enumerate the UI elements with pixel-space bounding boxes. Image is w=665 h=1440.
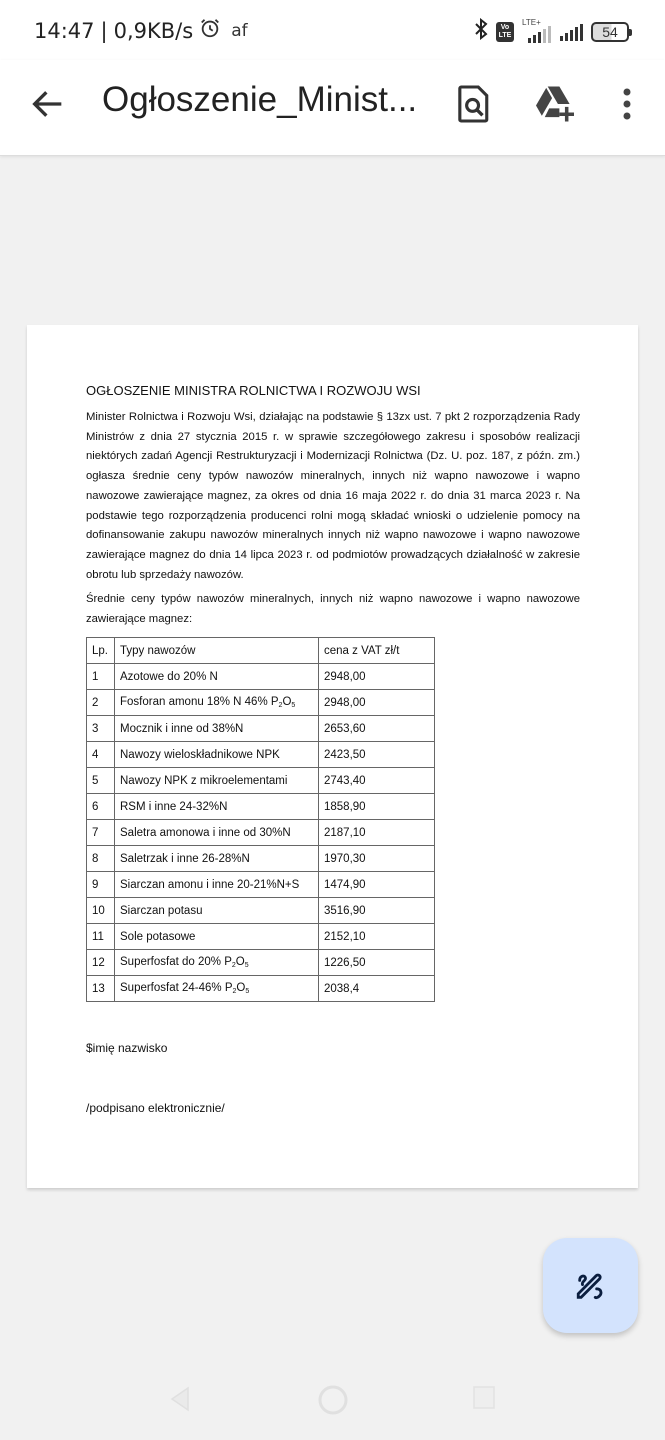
cell-price: 2187,10: [319, 820, 435, 846]
volte-icon: Vo LTE: [496, 22, 514, 42]
cell-price: 1226,50: [319, 950, 435, 976]
document-heading: OGŁOSZENIE MINISTRA ROLNICTWA I ROZWOJU WSI: [86, 383, 421, 398]
cell-type-text: Azotowe do 20% N: [120, 670, 218, 683]
drive-add-icon: [534, 85, 576, 123]
document-page[interactable]: [27, 325, 638, 1188]
cell-lp: 7: [87, 820, 115, 846]
cell-type-text: Fosforan amonu 18% N 46% P: [120, 696, 279, 708]
document-title: Ogłoszenie_Minist...: [102, 80, 418, 119]
cell-type: Superfosfat do 20% $P_2O_5$: [115, 950, 319, 976]
cell-type-text: Siarczan potasu: [120, 904, 203, 917]
lte-label: LTE+: [522, 17, 541, 27]
cell-type-text: Superfosfat 24-46% P: [120, 982, 233, 994]
cell-type-text: Saletra amonowa i inne od 30%N: [120, 826, 291, 839]
network-speed: 0,9KB/s: [113, 18, 194, 43]
document-search-icon: [457, 84, 491, 124]
cell-type-text: RSM i inne 24-32%N: [120, 800, 228, 813]
table-row: [87, 820, 435, 846]
cell-type: [115, 820, 319, 846]
cell-lp: 4: [87, 742, 115, 768]
cell-type: [115, 768, 319, 794]
table-row: [87, 716, 435, 742]
table-row: [87, 768, 435, 794]
cell-price: 1474,90: [319, 872, 435, 898]
header-type: Typy nawozów: [115, 638, 319, 664]
signal-sim2-icon: [560, 23, 583, 41]
back-button[interactable]: [28, 84, 68, 124]
table-row: [87, 898, 435, 924]
table-row: [87, 872, 435, 898]
cell-type: [115, 898, 319, 924]
cell-price: 1970,30: [319, 846, 435, 872]
table-header-row: [87, 638, 435, 664]
arrow-left-icon: [28, 84, 68, 124]
nav-recents-icon: [472, 1385, 496, 1411]
table-row: [87, 742, 435, 768]
cell-type-text: Saletrzak i inne 26-28%N: [120, 852, 250, 865]
signature-note: /podpisano elektronicznie/: [86, 1101, 225, 1115]
cell-type-text: Nawozy wieloskładnikowe NPK: [120, 748, 280, 761]
cell-lp: 9: [87, 872, 115, 898]
status-bar: [0, 0, 665, 60]
cell-lp: 3: [87, 716, 115, 742]
cell-type: [115, 872, 319, 898]
cell-price: 2948,00: [319, 690, 435, 716]
find-in-document-button[interactable]: [452, 82, 496, 126]
cell-lp: 12: [87, 950, 115, 976]
header-lp: Lp.: [87, 638, 115, 664]
cell-type: [115, 846, 319, 872]
table-row: [87, 690, 435, 716]
cell-type-text: Superfosfat do 20% P: [120, 956, 232, 968]
status-separator: |: [100, 18, 108, 43]
cell-price: 2653,60: [319, 716, 435, 742]
cell-type: Fosforan amonu 18% N 46% $P_2O_5$: [115, 690, 319, 716]
status-time: 14:47: [34, 18, 95, 43]
signature-name: $imię nazwisko: [86, 1041, 168, 1055]
header-price: cena z VAT zł/t: [319, 638, 435, 664]
cell-price: 2948,00: [319, 664, 435, 690]
table-row: [87, 924, 435, 950]
cell-price: 3516,90: [319, 898, 435, 924]
alarm-clock-icon: [199, 17, 221, 44]
cell-price: 2038,4: [319, 976, 435, 1002]
cell-lp: 1: [87, 664, 115, 690]
more-options-button[interactable]: [605, 82, 649, 126]
cell-price: 2423,50: [319, 742, 435, 768]
table-row: [87, 664, 435, 690]
add-to-drive-button[interactable]: [533, 82, 577, 126]
table-row: [87, 976, 435, 1002]
table-row: [87, 846, 435, 872]
cell-type: [115, 924, 319, 950]
cell-price: 2743,40: [319, 768, 435, 794]
document-paragraph-2: Średnie ceny typów nawozów mineralnych, innych niż wapno nawozowe i wapno nawozowe zawierające magnez:: [86, 593, 580, 625]
cell-type: [115, 794, 319, 820]
nav-back-button[interactable]: [168, 1385, 192, 1418]
nav-recents-button[interactable]: [472, 1385, 496, 1416]
cell-lp: 10: [87, 898, 115, 924]
bluetooth-icon: [474, 18, 488, 45]
cell-lp: 8: [87, 846, 115, 872]
annotate-fab-button[interactable]: [543, 1238, 638, 1333]
cell-lp: 13: [87, 976, 115, 1002]
cell-type-text: Nawozy NPK z mikroelementami: [120, 774, 288, 787]
system-navigation-bar: [0, 1360, 665, 1440]
nav-home-button[interactable]: [316, 1383, 350, 1422]
table-row: [87, 950, 435, 976]
cell-type: Superfosfat 24-46% $P_2O_5$: [115, 976, 319, 1002]
table-row: [87, 794, 435, 820]
battery-icon: 54: [591, 22, 629, 42]
cell-type-text: Siarczan amonu i inne 20-21%N+S: [120, 878, 300, 891]
cell-type-text: Sole potasowe: [120, 930, 196, 943]
cell-type-text: Mocznik i inne od 38%N: [120, 722, 244, 735]
cell-type: [115, 742, 319, 768]
draw-pen-icon: [574, 1269, 608, 1303]
app-bar: [0, 60, 665, 156]
cell-price: 2152,10: [319, 924, 435, 950]
nav-home-icon: [316, 1383, 350, 1417]
app-notification-icon: af: [231, 20, 248, 41]
cell-lp: 6: [87, 794, 115, 820]
cell-lp: 5: [87, 768, 115, 794]
cell-lp: 11: [87, 924, 115, 950]
cell-price: 1858,90: [319, 794, 435, 820]
nav-back-icon: [168, 1385, 192, 1413]
signal-sim1-icon: [522, 17, 552, 43]
more-vert-icon: [622, 87, 632, 121]
document-paragraph-1: Minister Rolnictwa i Rozwoju Wsi, działając na podstawie § 13zx ust. 7 pkt 2 rozporządzenia Rady Ministrów z dnia 27 stycznia 2015 r. w sprawie szczegółowego zakresu i sposobów realizacji niektórych zadań Agencji Restrukturyzacji i Modernizacji Rolnictwa (Dz. U. poz. 187, z późn. zm.) ogłasza średnie ceny typów nawozów mineralnych, innych niż wapno nawozowe i wapno nawozowe zawierające magnez, za okres od dnia 16 maja 2022 r. do dnia 31 marca 2023 r. Na podstawie tego rozporządzenia producenci rolni mogą składać wnioski o udzielenie pomocy na dofinansowanie zakupu nawozów mineralnych innych niż wapno nawozowe i wapno nawozowe zawierające magnez do dnia 14 lipca 2023 r. od podmiotów prowadzących działalność w zakresie obrotu lub sprzedaży nawozów.: [86, 411, 580, 581]
cell-lp: 2: [87, 690, 115, 716]
cell-type: [115, 664, 319, 690]
fertilizer-price-table: [86, 637, 435, 1002]
cell-type: [115, 716, 319, 742]
